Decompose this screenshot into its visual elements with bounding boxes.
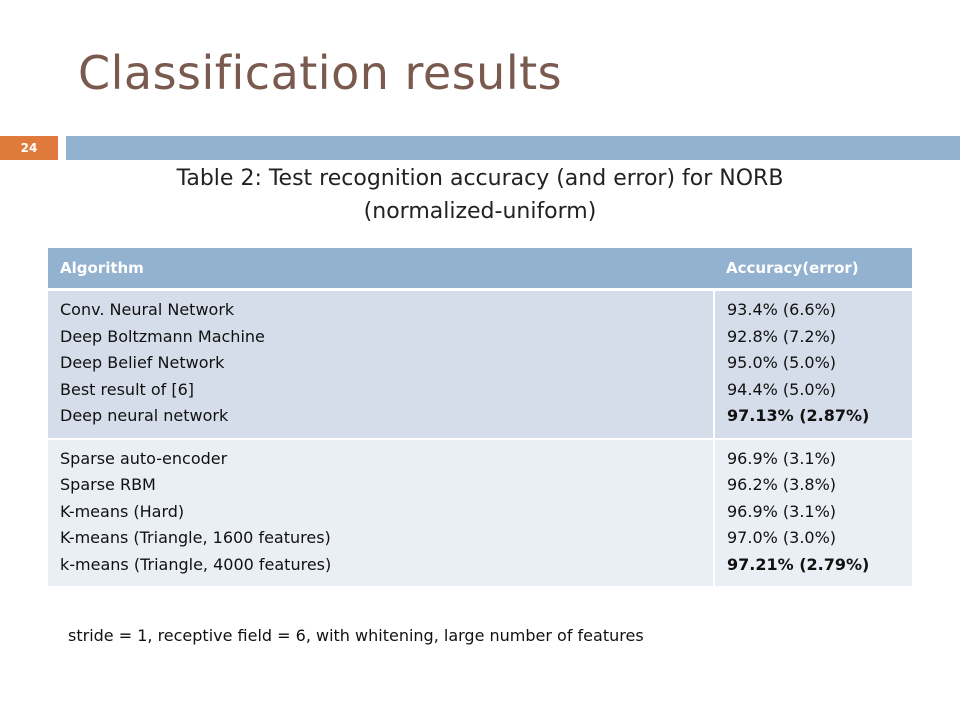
algorithm-name: Conv. Neural Network (60, 300, 235, 319)
algorithm-name: Deep Boltzmann Machine (60, 326, 265, 346)
accuracy-cell (714, 439, 912, 587)
algorithm-name: K-means (Triangle, 1600 features) (60, 528, 331, 547)
table-caption-line-1: Table 2: Test recognition accuracy (and error) for NORB (176, 166, 784, 191)
accuracy-value: 93.4% (6.6%) (727, 300, 837, 319)
algorithm-name: Deep Belief Network (60, 353, 225, 372)
table-row-group-1 (48, 290, 912, 439)
algorithm-name: Deep neural network (60, 406, 229, 425)
algorithm-cell (48, 439, 714, 587)
table-header-row (48, 248, 912, 290)
algorithm-name: Sparse auto-encoder (60, 448, 228, 468)
header-accuracy: Accuracy(error) (714, 248, 912, 290)
algorithm-name: k-means (Triangle, 4000 features) (60, 554, 332, 574)
accuracy-value: 96.9% (3.1%) (727, 448, 837, 468)
footnote: stride = 1, receptive field = 6, with whitening, large number of features (68, 626, 644, 645)
accuracy-cell (714, 290, 912, 439)
accuracy-value: 94.4% (5.0%) (727, 379, 837, 399)
accuracy-value: 97.0% (3.0%) (727, 528, 837, 547)
algorithm-name: Best result of [6] (60, 379, 195, 399)
table-caption (60, 162, 900, 228)
results-table (48, 248, 912, 586)
table-caption-line-2: (normalized-uniform) (363, 199, 597, 224)
accuracy-value: 92.8% (7.2%) (727, 326, 837, 346)
best-accuracy-value: 97.13% (2.87%) (727, 406, 870, 425)
best-accuracy-value: 97.21% (2.79%) (727, 554, 870, 574)
algorithm-name: K-means (Hard) (60, 501, 185, 521)
algorithm-cell (48, 290, 714, 439)
algorithm-name: Sparse RBM (60, 475, 156, 494)
slide-number-badge: 24 (0, 136, 58, 160)
accuracy-value: 95.0% (5.0%) (727, 353, 837, 372)
header-algorithm: Algorithm (48, 248, 714, 290)
accuracy-value: 96.2% (3.8%) (727, 475, 837, 494)
slide-title: Classification results (78, 46, 563, 100)
accuracy-value: 96.9% (3.1%) (727, 501, 837, 521)
header-bar (66, 136, 960, 160)
table-row-group-2 (48, 439, 912, 587)
